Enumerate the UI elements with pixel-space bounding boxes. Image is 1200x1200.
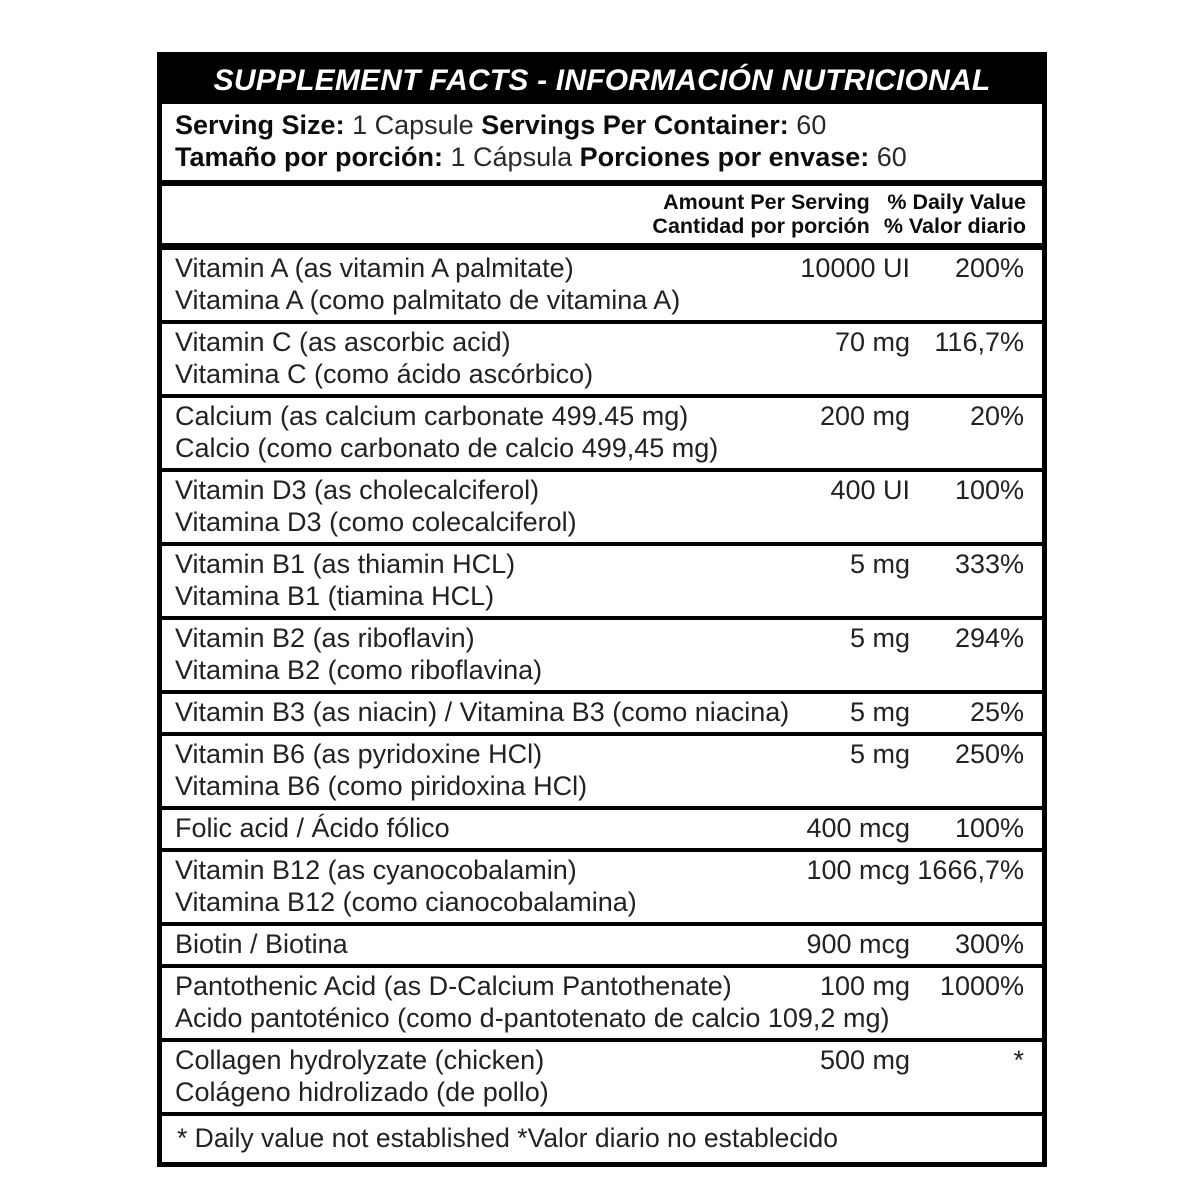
- nutrient-name-es: Vitamina B1 (tiamina HCL): [175, 581, 495, 611]
- nutrient-row-vitamin-c: [162, 324, 1042, 398]
- daily-value: 250%: [954, 739, 1024, 769]
- amount-value: 100 mcg: [806, 855, 910, 885]
- nutrient-name-en: Vitamin B3 (as niacin) / Vitamina B3 (como niacina): [175, 697, 790, 727]
- amount-value: 70 mg: [834, 327, 910, 357]
- nutrient-row-biotin: [162, 926, 1042, 968]
- nutrient-row-folic-acid: [162, 810, 1042, 852]
- nutrient-name-es: Vitamina B6 (como piridoxina HCl): [175, 771, 588, 801]
- nutrient-name-en: Vitamin A (as vitamin A palmitate): [175, 253, 574, 283]
- daily-value: 200%: [954, 253, 1024, 283]
- daily-value: 333%: [954, 549, 1024, 579]
- nutrient-name-en: Folic acid / Ácido fólico: [175, 813, 450, 843]
- daily-value: 294%: [954, 623, 1024, 653]
- nutrient-row-vitamin-b3: [162, 694, 1042, 736]
- nutrient-values: [735, 326, 1024, 358]
- nutrient-values: [735, 854, 1024, 886]
- nutrient-name-en: Pantothenic Acid (as D-Calcium Pantothenate): [175, 971, 732, 1001]
- servings-per-container-label-en: Servings Per Container:: [481, 110, 789, 140]
- nutrient-values: [735, 474, 1024, 506]
- servings-per-container-label-es: Porciones por envase:: [579, 142, 870, 172]
- amount-value: 5 mg: [849, 739, 910, 769]
- amount-value: 900 mcg: [806, 929, 910, 959]
- amount-value: 5 mg: [849, 549, 910, 579]
- nutrient-row-vitamin-b6: [162, 736, 1042, 810]
- serving-line-es: [175, 141, 1032, 173]
- nutrient-name-en: Vitamin B6 (as pyridoxine HCl): [175, 739, 543, 769]
- amount-value: 10000 UI: [800, 253, 910, 283]
- amount-value: 500 mg: [819, 1045, 910, 1075]
- nutrient-name-en: Vitamin C (as ascorbic acid): [175, 327, 511, 357]
- nutrient-row-vitamin-b2: [162, 620, 1042, 694]
- nutrient-values: [735, 738, 1024, 770]
- daily-value-footnote: [162, 1116, 1042, 1162]
- nutrient-values: [735, 970, 1024, 1002]
- nutrient-name-es: Calcio (como carbonato de calcio 499,45 mg): [175, 433, 719, 463]
- daily-value: 20%: [969, 401, 1024, 431]
- nutrient-name-es: Colágeno hidrolizado (de pollo): [175, 1077, 549, 1107]
- serving-size-value-es: 1 Cápsula: [450, 142, 573, 172]
- serving-size-value-en: 1 Capsule: [352, 110, 474, 140]
- daily-value: 116,7%: [934, 327, 1024, 357]
- footnote-en: * Daily value not established: [177, 1123, 510, 1153]
- nutrient-name-es: Vitamina B2 (como riboflavina): [175, 655, 543, 685]
- daily-value: 1666,7%: [917, 855, 1024, 885]
- nutrient-row-vitamin-b1: [162, 546, 1042, 620]
- nutrient-name-en: Collagen hydrolyzate (chicken): [175, 1045, 545, 1075]
- serving-line-en: [175, 109, 1032, 141]
- daily-value-column-header-en: % Daily Value: [887, 190, 1026, 214]
- daily-value: 1000%: [939, 971, 1024, 1001]
- amount-value: 100 mg: [819, 971, 910, 1001]
- nutrient-name-es: Vitamina B12 (como cianocobalamina): [175, 887, 637, 917]
- nutrient-row-collagen: [162, 1042, 1042, 1116]
- daily-value-column-header-es: % Valor diario: [883, 214, 1026, 238]
- daily-value: 100%: [954, 475, 1024, 505]
- nutrient-name-es: Vitamina D3 (como colecalciferol): [175, 507, 577, 537]
- panel-title: SUPPLEMENT FACTS - INFORMACIÓN NUTRICIONAL: [162, 57, 1042, 104]
- nutrient-values: [735, 622, 1024, 654]
- amount-value: 400 UI: [830, 475, 910, 505]
- supplement-facts-panel: [157, 52, 1047, 1167]
- nutrient-name-en: Vitamin B12 (as cyanocobalamin): [175, 855, 577, 885]
- servings-per-container-value-en: 60: [796, 110, 827, 140]
- nutrient-name-en: Vitamin B2 (as riboflavin): [175, 623, 475, 653]
- nutrient-row-vitamin-b12: [162, 852, 1042, 926]
- serving-info: [162, 104, 1042, 186]
- daily-value: 100%: [954, 813, 1024, 843]
- amount-value: 5 mg: [849, 623, 910, 653]
- nutrient-values: [735, 928, 1024, 960]
- nutrient-name-es: Vitamina A (como palmitato de vitamina A): [175, 285, 681, 315]
- nutrient-row-pantothenic-acid: [162, 968, 1042, 1042]
- nutrient-name-en: Vitamin D3 (as cholecalciferol): [175, 475, 540, 505]
- amount-value: 400 mcg: [806, 813, 910, 843]
- nutrient-values: [735, 1044, 1024, 1076]
- daily-value: *: [1013, 1045, 1024, 1075]
- amount-value: 5 mg: [849, 697, 910, 727]
- servings-per-container-value-es: 60: [876, 142, 907, 172]
- nutrient-values: [735, 696, 1024, 728]
- amount-column-header: [652, 190, 869, 238]
- nutrient-row-calcium: [162, 398, 1042, 472]
- nutrient-values: [735, 400, 1024, 432]
- nutrient-row-vitamin-a: [162, 250, 1042, 324]
- nutrient-values: [735, 252, 1024, 284]
- nutrient-values: [735, 548, 1024, 580]
- nutrient-row-vitamin-d3: [162, 472, 1042, 546]
- nutrient-name-en: Vitamin B1 (as thiamin HCL): [175, 549, 516, 579]
- footnote-es: *Valor diario no establecido: [517, 1123, 838, 1153]
- nutrient-name-en: Calcium (as calcium carbonate 499.45 mg): [175, 401, 689, 431]
- nutrient-name-en: Biotin / Biotina: [175, 929, 348, 959]
- nutrient-values: [735, 812, 1024, 844]
- daily-value: 25%: [969, 697, 1024, 727]
- column-headers: [162, 186, 1042, 250]
- serving-size-label-es: Tamaño por porción:: [175, 142, 443, 172]
- nutrient-name-es: Acido pantoténico (como d-pantotenato de calcio 109,2 mg): [175, 1003, 890, 1033]
- amount-value: 200 mg: [819, 401, 910, 431]
- nutrient-name-es: Vitamina C (como ácido ascórbico): [175, 359, 594, 389]
- amount-column-header-en: Amount Per Serving: [663, 190, 870, 214]
- amount-column-header-es: Cantidad por porción: [652, 214, 870, 238]
- daily-value-column-header: [884, 190, 1026, 238]
- serving-size-label-en: Serving Size:: [175, 110, 345, 140]
- daily-value: 300%: [954, 929, 1024, 959]
